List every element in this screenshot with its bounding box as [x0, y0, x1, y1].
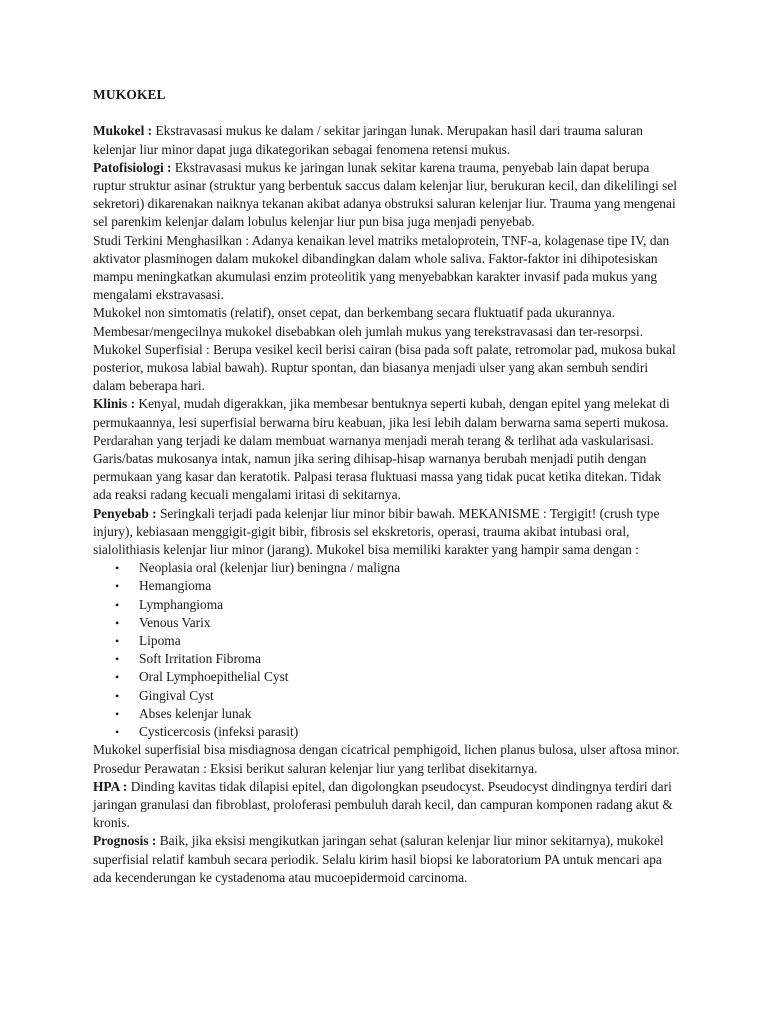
bullet-icon: •	[115, 579, 120, 594]
paragraph	[93, 304, 683, 340]
paragraph-text: Ekstravasasi mukus ke dalam / sekitar jaringan lunak. Merupakan hasil dari trauma saluran kelenjar liur minor dapat juga dikategorikan sebagai fenomena retensi mukus.	[93, 123, 643, 157]
list-item	[93, 614, 683, 632]
document-body	[93, 86, 683, 887]
list-item-text: Lymphangioma	[139, 596, 224, 612]
list-item-text: Venous Varix	[139, 614, 211, 630]
paragraph	[93, 395, 683, 504]
paragraph-text: Mukokel superfisial bisa misdiagnosa dengan cicatrical pemphigoid, lichen planus bulosa, ulser aftosa minor. Prosedur Perawatan : Eksisi berikut saluran kelenjar liur yang terlibat disekitarnya.	[93, 742, 680, 776]
paragraph-text: Seringkali terjadi pada kelenjar liur minor bibir bawah. MEKANISME : Tergigit! (crush type injury), kebiasaan menggigit-gigit bibir, fibrosis sel ekskretoris, operasi, trauma akibat intubasi oral, sialolithiasis kelenjar liur minor (jarang). Mukokel bisa memiliki karakter yang hampir sama dengan :	[93, 505, 660, 558]
paragraph-term: Mukokel :	[93, 123, 153, 139]
list-item-text: Lipoma	[139, 633, 181, 649]
bullet-icon: •	[115, 597, 120, 612]
bullet-icon: •	[115, 652, 120, 667]
paragraph-group-after	[93, 741, 683, 887]
bullet-icon: •	[115, 688, 120, 703]
list-item-text: Abses kelenjar lunak	[139, 705, 252, 721]
paragraph-term: Prognosis :	[93, 833, 157, 849]
paragraph-text: Kenyal, mudah digerakkan, jika membesar bentuknya seperti kubah, dengan epitel yang melekat di permukaannya, lesi superfisial berwarna biru keabuan, jika lesi lebih dalam berwarna sama seperti mukosa. Perdarahan yang terjadi ke dalam membuat warnanya menjadi merah terang & terlihat ada vaskularisasi. Garis/batas mukosanya intak, namun jika sering dihisap-hisap warnanya berubah menjadi putih dengan permukaan yang kasar dan keratotik. Palpasi terasa fluktuasi massa yang tidak pucat ketika ditekan. Tidak ada reaksi radang kecuali mengalami iritasi di sekitarnya.	[93, 396, 670, 503]
paragraph-text: Baik, jika eksisi mengikutkan jaringan sehat (saluran kelenjar liur minor sekitarnya), mukokel superfisial relatif kambuh secara periodik. Selalu kirim hasil biopsi ke laboratorium PA untuk mencari apa ada kecenderungan ke cystadenoma atau mucoepidermoid carcinoma.	[93, 833, 664, 885]
paragraph	[93, 232, 683, 305]
paragraph	[93, 778, 683, 833]
paragraph-term: Klinis :	[93, 396, 136, 412]
list-item-text: Hemangioma	[139, 578, 212, 594]
list-item	[93, 632, 683, 650]
bullet-icon: •	[115, 725, 120, 740]
list-item-text: Oral Lymphoepithelial Cyst	[139, 669, 289, 685]
page-title: MUKOKEL	[93, 87, 166, 102]
paragraph-group-before	[93, 122, 683, 559]
list-item	[93, 687, 683, 705]
list-item	[93, 596, 683, 614]
list-item	[93, 559, 683, 577]
bullet-icon: •	[115, 634, 120, 649]
bullet-icon: •	[115, 561, 120, 576]
list-item	[93, 705, 683, 723]
list-item	[93, 668, 683, 686]
paragraph-text: Ekstravasasi mukus ke jaringan lunak sekitar karena trauma, penyebab lain dapat berupa ruptur struktur asinar (struktur yang berbentuk saccus dalam kelenjar liur, berukuran kecil, dan dikelilingi sel sekretori) dikarenakan naiknya tekanan akibat adanya obstruksi saluran kelenjar liur. Trauma yang mengenai sel parenkim kelenjar dalam lobulus kelenjar liur pun bisa juga menjadi penyebab.	[93, 159, 678, 230]
paragraph-text: Mukokel non simtomatis (relatif), onset cepat, dan berkembang secara fluktuatif pada ukurannya. Membesar/mengecilnya mukokel disebabkan oleh jumlah mukus yang terekstravasasi dan ter-resorpsi.	[93, 305, 644, 339]
bullet-icon: •	[115, 670, 120, 685]
list-item-text: Neoplasia oral (kelenjar liur) beningna / maligna	[139, 560, 401, 576]
bullet-icon: •	[115, 615, 120, 630]
paragraph-term: Patofisiologi :	[93, 159, 172, 175]
paragraph	[93, 122, 683, 158]
list-item	[93, 650, 683, 668]
paragraph-text: Studi Terkini Menghasilkan : Adanya kenaikan level matriks metaloprotein, TNF-a, kolagenase tipe IV, dan aktivator plasminogen dalam mukokel dibandingkan dalam whole saliva. Faktor-faktor ini dihipotesiskan mampu meningkatkan akumulasi enzim proteolitik yang menyebabkan karakter invasif pada mukus yang mengalami ekstravasasi.	[93, 232, 670, 303]
paragraph-term: HPA :	[93, 778, 128, 794]
paragraph	[93, 341, 683, 396]
list-item-text: Soft Irritation Fibroma	[139, 651, 261, 667]
paragraph-text: Dinding kavitas tidak dilapisi epitel, dan digolongkan pseudocyst. Pseudocyst dindingnya terdiri dari jaringan granulasi dan fibroblast, proloferasi pembuluh darah kecil, dan campuran komponen radang akut & kronis.	[93, 778, 673, 831]
paragraph-term: Penyebab :	[93, 505, 157, 521]
list-item-text: Gingival Cyst	[139, 687, 214, 703]
paragraph	[93, 159, 683, 232]
paragraph-text: Mukokel Superfisial : Berupa vesikel kecil berisi cairan (bisa pada soft palate, retromolar pad, mukosa bukal posterior, mukosa labial bawah). Ruptur spontan, dan biasanya menjadi ulser yang akan sembuh sendiri dalam beberapa hari.	[93, 341, 676, 394]
paragraph	[93, 832, 683, 887]
bullet-icon: •	[115, 706, 120, 721]
paragraph	[93, 505, 683, 560]
list-item	[93, 723, 683, 741]
paragraph	[93, 741, 683, 777]
list-item	[93, 577, 683, 595]
list-item-text: Cysticercosis (infeksi parasit)	[139, 724, 299, 740]
bullet-list	[93, 559, 683, 741]
